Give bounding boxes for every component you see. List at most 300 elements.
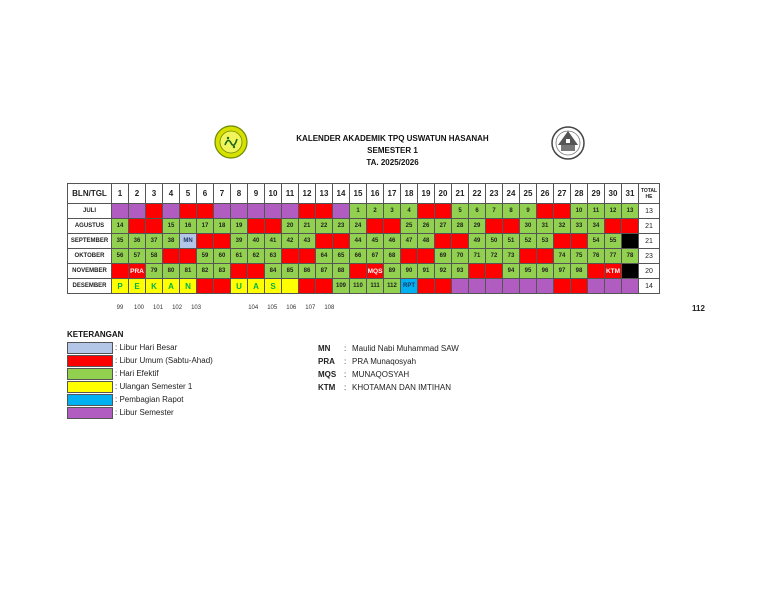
day-cell	[469, 204, 486, 219]
abbreviation-item	[318, 342, 459, 355]
day-cell-label: 90	[405, 268, 413, 274]
day-cell-label: 15	[167, 223, 175, 229]
day-cell	[316, 264, 333, 279]
day-cell-label: 37	[150, 238, 158, 244]
day-cell	[146, 249, 163, 264]
day-cell	[146, 204, 163, 219]
day-cell	[418, 279, 435, 294]
day-cell	[554, 264, 571, 279]
day-cell-label: 112	[387, 283, 397, 289]
document-title	[250, 133, 535, 169]
day-cell-label: 11	[592, 208, 600, 214]
day-cell	[197, 204, 214, 219]
month-row	[68, 234, 660, 249]
day-cell-label: 18	[218, 223, 226, 229]
day-cell-label: 45	[371, 238, 379, 244]
day-cell	[537, 234, 554, 249]
legend-label: : Libur Umum (Sabtu-Ahad)	[115, 356, 213, 365]
day-cell-label: PRA	[130, 267, 144, 275]
day-cell	[503, 279, 520, 294]
day-cell-label: 44	[354, 238, 362, 244]
day-cell	[520, 219, 537, 234]
day-cell-label: U	[236, 281, 242, 291]
day-cell	[452, 219, 469, 234]
day-cell-label: 13	[626, 208, 634, 214]
day-cell-label: 6	[475, 208, 479, 214]
day-header: 2	[129, 184, 146, 204]
day-cell	[622, 264, 639, 279]
legend-swatch	[67, 342, 113, 354]
abbreviation-desc: Maulid Nabi Muhammad SAW	[352, 344, 459, 353]
day-cell-label: 49	[473, 238, 481, 244]
day-cell-label: 47	[405, 238, 413, 244]
day-cell	[197, 234, 214, 249]
day-cell	[367, 249, 384, 264]
day-cell	[197, 219, 214, 234]
day-cell	[435, 249, 452, 264]
day-cell	[520, 234, 537, 249]
day-cell	[129, 264, 146, 279]
day-cell	[197, 249, 214, 264]
day-cell	[214, 204, 231, 219]
day-cell-label: 59	[201, 253, 209, 259]
legend-swatch	[67, 368, 113, 380]
day-cell	[401, 279, 418, 294]
day-cell-label: 66	[354, 253, 362, 259]
day-cell	[520, 249, 537, 264]
separator: :	[344, 383, 347, 392]
day-cell	[163, 279, 180, 294]
day-cell-label: 9	[526, 208, 530, 214]
day-cell	[333, 264, 350, 279]
day-cell	[350, 234, 367, 249]
day-cell-label: 83	[218, 268, 226, 274]
day-header: 13	[316, 184, 333, 204]
day-cell-label: 39	[235, 238, 243, 244]
month-row	[68, 249, 660, 264]
abbreviation-item	[318, 355, 459, 368]
legend-label: : Pembagian Rapot	[115, 395, 184, 404]
day-cell	[605, 219, 622, 234]
day-cell	[248, 204, 265, 219]
day-cell	[588, 234, 605, 249]
total-header: TOTAL HE	[639, 184, 660, 204]
ulangan-day-number: 100	[134, 305, 145, 311]
day-cell-label: 110	[353, 283, 363, 289]
day-cell	[299, 279, 316, 294]
day-cell	[231, 204, 248, 219]
day-cell	[112, 249, 129, 264]
day-cell	[469, 249, 486, 264]
day-header: 14	[333, 184, 350, 204]
day-header: 21	[452, 184, 469, 204]
day-cell	[520, 204, 537, 219]
day-cell	[401, 249, 418, 264]
day-header: 23	[486, 184, 503, 204]
day-cell-label: 87	[320, 268, 328, 274]
day-cell-label: 35	[116, 238, 124, 244]
day-cell-label: 28	[456, 223, 464, 229]
day-header: 7	[214, 184, 231, 204]
abbreviation-item	[318, 381, 459, 394]
day-cell-label: K	[151, 281, 157, 291]
day-cell-label: 58	[150, 253, 158, 259]
day-cell	[350, 204, 367, 219]
day-cell-label: 51	[507, 238, 515, 244]
day-cell-label: 7	[492, 208, 496, 214]
day-cell	[265, 219, 282, 234]
day-header: 6	[197, 184, 214, 204]
day-cell	[129, 204, 146, 219]
day-header: 20	[435, 184, 452, 204]
day-cell	[129, 249, 146, 264]
day-cell	[401, 219, 418, 234]
day-cell	[299, 234, 316, 249]
day-cell-label: 94	[507, 268, 515, 274]
day-cell	[605, 234, 622, 249]
day-cell	[503, 234, 520, 249]
day-cell	[214, 219, 231, 234]
day-cell	[588, 249, 605, 264]
day-cell	[129, 279, 146, 294]
day-cell	[469, 264, 486, 279]
day-cell	[214, 249, 231, 264]
day-cell	[622, 219, 639, 234]
day-cell-label: 43	[303, 238, 311, 244]
day-cell	[316, 249, 333, 264]
day-cell	[299, 264, 316, 279]
day-cell-label: 46	[388, 238, 396, 244]
day-cell-label: 63	[269, 253, 277, 259]
day-cell	[248, 264, 265, 279]
day-cell	[622, 234, 639, 249]
day-cell	[265, 249, 282, 264]
day-cell	[537, 204, 554, 219]
abbreviation-item	[318, 368, 459, 381]
ulangan-day-number: 101	[153, 305, 164, 311]
day-cell-label: 2	[373, 208, 377, 214]
day-cell	[112, 219, 129, 234]
day-cell	[180, 264, 197, 279]
month-label: OKTOBER	[68, 249, 112, 264]
abbreviation-desc: KHOTAMAN DAN IMTIHAN	[352, 383, 451, 392]
day-cell	[282, 234, 299, 249]
day-cell	[146, 219, 163, 234]
legend-label: : Libur Semester	[115, 408, 174, 417]
day-header: 17	[384, 184, 401, 204]
legend	[67, 341, 213, 419]
day-cell-label: 50	[490, 238, 498, 244]
ulangan-day-number: 99	[116, 305, 124, 311]
title-line-2: SEMESTER 1	[367, 146, 418, 155]
day-header: 11	[282, 184, 299, 204]
day-cell	[401, 264, 418, 279]
day-cell	[129, 234, 146, 249]
day-cell	[401, 204, 418, 219]
day-cell	[367, 279, 384, 294]
day-cell-label: 96	[541, 268, 549, 274]
day-cell-label: 55	[609, 238, 617, 244]
day-cell	[520, 264, 537, 279]
month-total: 20	[639, 264, 660, 279]
day-cell	[622, 204, 639, 219]
day-cell	[503, 249, 520, 264]
abbreviation-desc: MUNAQOSYAH	[352, 370, 410, 379]
day-cell-label: 48	[422, 238, 430, 244]
day-cell-label: 32	[558, 223, 566, 229]
day-cell	[282, 264, 299, 279]
day-cell	[605, 204, 622, 219]
day-cell-label: 64	[320, 253, 328, 259]
legend-label: : Hari Efektif	[115, 369, 159, 378]
day-cell-label: 60	[218, 253, 226, 259]
month-total: 14	[639, 279, 660, 294]
month-label: SEPTEMBER	[68, 234, 112, 249]
day-header: 4	[163, 184, 180, 204]
day-header: 26	[537, 184, 554, 204]
day-cell	[537, 279, 554, 294]
day-cell-label: 89	[388, 268, 396, 274]
day-cell	[384, 234, 401, 249]
day-cell-label: 111	[370, 283, 380, 289]
day-cell	[435, 264, 452, 279]
day-cell-label: 62	[252, 253, 260, 259]
day-cell-label: 27	[439, 223, 447, 229]
day-cell-label: 16	[184, 223, 192, 229]
day-cell-label: 95	[524, 268, 532, 274]
day-cell	[282, 249, 299, 264]
day-cell-label: 30	[524, 223, 532, 229]
month-row	[68, 219, 660, 234]
day-cell-label: 65	[337, 253, 345, 259]
day-cell-label: 20	[286, 223, 294, 229]
day-cell	[418, 204, 435, 219]
day-cell	[316, 204, 333, 219]
day-header: 1	[112, 184, 129, 204]
day-header: 24	[503, 184, 520, 204]
day-cell	[333, 249, 350, 264]
day-cell	[333, 219, 350, 234]
day-cell	[605, 264, 622, 279]
day-cell	[231, 234, 248, 249]
day-cell-label: 29	[473, 223, 481, 229]
day-cell	[231, 249, 248, 264]
day-cell	[163, 219, 180, 234]
day-cell-label: 25	[405, 223, 413, 229]
month-label: DESEMBER	[68, 279, 112, 294]
day-cell	[163, 234, 180, 249]
legend-swatch	[67, 381, 113, 393]
day-cell	[112, 279, 129, 294]
day-cell	[316, 279, 333, 294]
day-cell-label: 92	[439, 268, 447, 274]
day-header: 10	[265, 184, 282, 204]
day-cell	[554, 249, 571, 264]
day-cell	[418, 234, 435, 249]
day-cell	[146, 234, 163, 249]
day-cell	[452, 264, 469, 279]
day-cell	[605, 279, 622, 294]
day-cell	[180, 234, 197, 249]
day-cell	[435, 219, 452, 234]
day-cell	[486, 279, 503, 294]
corner-header: BLN/TGL	[68, 184, 112, 204]
day-cell-label: 71	[473, 253, 481, 259]
day-cell-label: 8	[509, 208, 513, 214]
day-cell	[503, 204, 520, 219]
day-cell-label: 70	[456, 253, 464, 259]
day-cell-label: 36	[133, 238, 141, 244]
day-cell	[180, 204, 197, 219]
day-cell-label: 84	[269, 268, 277, 274]
day-cell-label: 31	[541, 223, 549, 229]
day-header: 27	[554, 184, 571, 204]
day-cell	[435, 279, 452, 294]
day-cell	[265, 264, 282, 279]
day-cell-label: 69	[439, 253, 447, 259]
month-label: NOVEMBER	[68, 264, 112, 279]
legend-swatch	[67, 355, 113, 367]
title-line-3: TA. 2025/2026	[366, 158, 419, 167]
ulangan-day-number: 105	[267, 305, 278, 311]
day-cell	[350, 219, 367, 234]
day-cell-label: 86	[303, 268, 311, 274]
day-cell	[350, 264, 367, 279]
day-cell	[418, 219, 435, 234]
day-cell	[231, 264, 248, 279]
day-header: 19	[418, 184, 435, 204]
month-row	[68, 204, 660, 219]
day-header: 30	[605, 184, 622, 204]
day-cell-label: 52	[524, 238, 532, 244]
day-cell-label: 34	[592, 223, 600, 229]
day-cell-label: 73	[507, 253, 515, 259]
day-cell-label: 74	[558, 253, 566, 259]
day-cell	[248, 219, 265, 234]
day-cell	[486, 234, 503, 249]
month-label: JULI	[68, 204, 112, 219]
legend-swatch	[67, 407, 113, 419]
day-cell-label: 82	[201, 268, 209, 274]
day-cell	[622, 279, 639, 294]
day-cell	[316, 219, 333, 234]
day-cell	[333, 279, 350, 294]
day-cell-label: 81	[184, 268, 192, 274]
day-cell	[571, 234, 588, 249]
month-total: 23	[639, 249, 660, 264]
abbreviation-key: MN	[318, 344, 331, 353]
day-cell-label: N	[185, 281, 191, 291]
day-cell	[180, 279, 197, 294]
day-cell-label: 61	[235, 253, 243, 259]
day-cell-label: 67	[371, 253, 379, 259]
academic-calendar-table	[67, 183, 660, 294]
day-header: 9	[248, 184, 265, 204]
day-cell-label: RPT	[403, 283, 415, 289]
day-cell	[503, 219, 520, 234]
day-header: 12	[299, 184, 316, 204]
abbreviation-key: MQS	[318, 370, 337, 379]
day-cell	[537, 249, 554, 264]
day-cell-label: 3	[390, 208, 394, 214]
day-cell-label: 76	[592, 253, 600, 259]
day-cell	[231, 279, 248, 294]
abbreviation-key: PRA	[318, 357, 335, 366]
day-cell	[435, 204, 452, 219]
day-cell	[333, 234, 350, 249]
ulangan-day-number: 108	[324, 305, 335, 311]
day-cell	[316, 234, 333, 249]
abbreviations-list	[318, 342, 459, 394]
legend-label: : Ulangan Semester 1	[115, 382, 193, 391]
day-cell-label: 85	[286, 268, 294, 274]
day-header: 3	[146, 184, 163, 204]
day-cell-label: 57	[133, 253, 141, 259]
day-cell	[452, 249, 469, 264]
legend-swatch	[67, 394, 113, 406]
day-cell-label: 77	[609, 253, 617, 259]
day-cell-label: 4	[407, 208, 411, 214]
day-cell	[265, 204, 282, 219]
day-cell	[112, 264, 129, 279]
legend-label: : Libur Hari Besar	[115, 343, 178, 352]
day-cell-label: 38	[167, 238, 175, 244]
day-cell	[367, 219, 384, 234]
day-cell-label: 53	[541, 238, 549, 244]
day-cell	[197, 279, 214, 294]
day-cell	[486, 264, 503, 279]
day-cell-label: 79	[150, 268, 158, 274]
day-cell-label: MQS	[367, 267, 383, 275]
day-cell-label: 109	[335, 283, 346, 289]
title-line-1: KALENDER AKADEMIK TPQ USWATUN HASANAH	[296, 134, 489, 143]
day-cell	[605, 249, 622, 264]
day-cell-label: A	[168, 281, 174, 291]
day-cell-label: A	[253, 281, 259, 291]
grand-total: 112	[692, 304, 705, 313]
day-cell	[367, 234, 384, 249]
day-cell	[554, 219, 571, 234]
day-cell-label: 33	[575, 223, 583, 229]
day-cell-label: 10	[575, 208, 583, 214]
day-cell-label: 14	[116, 223, 124, 229]
day-cell	[299, 204, 316, 219]
day-header: 31	[622, 184, 639, 204]
institution-emblem-icon	[549, 125, 587, 161]
day-cell	[384, 249, 401, 264]
day-header: 15	[350, 184, 367, 204]
day-cell-label: 5	[458, 208, 462, 214]
ulangan-day-number: 102	[172, 305, 183, 311]
legend-item	[67, 393, 213, 406]
day-cell	[367, 264, 384, 279]
day-cell	[401, 234, 418, 249]
day-cell	[469, 219, 486, 234]
day-cell-label: 41	[269, 238, 277, 244]
day-header: 5	[180, 184, 197, 204]
day-cell-label: 97	[558, 268, 566, 274]
day-cell-label: 72	[490, 253, 498, 259]
day-cell	[214, 279, 231, 294]
day-cell	[265, 234, 282, 249]
day-cell	[571, 219, 588, 234]
day-cell	[571, 264, 588, 279]
day-cell	[248, 279, 265, 294]
day-cell	[112, 204, 129, 219]
day-cell	[282, 219, 299, 234]
month-label: AGUSTUS	[68, 219, 112, 234]
ulangan-day-number: 107	[305, 305, 316, 311]
